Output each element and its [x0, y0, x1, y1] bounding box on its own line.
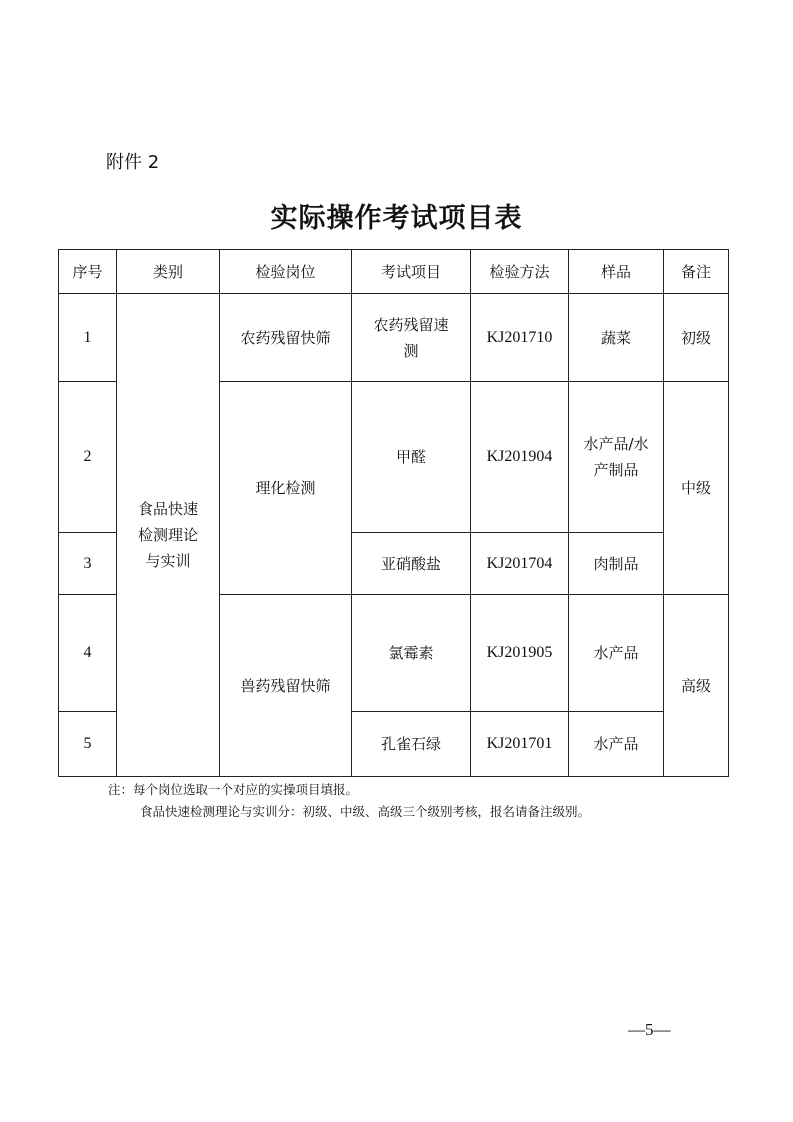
item-cell: 孔雀石绿: [352, 712, 471, 777]
exam-items-table: [58, 249, 729, 777]
method-cell: KJ201701: [471, 712, 569, 777]
attachment-label: 附件 2: [106, 152, 160, 173]
row-no: 1: [59, 294, 117, 382]
header-category: 类别: [117, 250, 220, 294]
method-cell: KJ201710: [471, 294, 569, 382]
sample-cell: 水产品/水产制品: [569, 382, 664, 533]
table-row: [59, 294, 729, 382]
header-remark: 备注: [664, 250, 729, 294]
note-line-2: 食品快速检测理论与实训分：初级、中级、高级三个级别考核，报名请备注级别。: [140, 804, 591, 819]
sample-cell: 蔬菜: [569, 294, 664, 382]
post-cell: 农药残留快筛: [220, 294, 352, 382]
document-title: 实际操作考试项目表: [270, 203, 523, 234]
page-number: —5—: [628, 1020, 671, 1039]
row-no: 2: [59, 382, 117, 533]
category-cell: 食品快速检测理论与实训: [117, 294, 220, 777]
note-line-1: 注：每个岗位选取一个对应的实操项目填报。: [108, 782, 359, 797]
row-no: 3: [59, 533, 117, 595]
post-cell: 兽药残留快筛: [220, 595, 352, 777]
post-cell: 理化检测: [220, 382, 352, 595]
grade-cell: 中级: [664, 382, 729, 595]
item-cell: 农药残留速测: [352, 294, 471, 382]
header-no: 序号: [59, 250, 117, 294]
header-item: 考试项目: [352, 250, 471, 294]
grade-cell: 高级: [664, 595, 729, 777]
grade-cell: 初级: [664, 294, 729, 382]
method-cell: KJ201905: [471, 595, 569, 712]
header-post: 检验岗位: [220, 250, 352, 294]
method-cell: KJ201904: [471, 382, 569, 533]
sample-cell: 肉制品: [569, 533, 664, 595]
header-sample: 样品: [569, 250, 664, 294]
sample-cell: 水产品: [569, 712, 664, 777]
row-no: 5: [59, 712, 117, 777]
row-no: 4: [59, 595, 117, 712]
item-cell: 亚硝酸盐: [352, 533, 471, 595]
method-cell: KJ201704: [471, 533, 569, 595]
item-cell: 甲醛: [352, 382, 471, 533]
table-notes: [108, 779, 590, 823]
sample-cell: 水产品: [569, 595, 664, 712]
item-cell: 氯霉素: [352, 595, 471, 712]
header-method: 检验方法: [471, 250, 569, 294]
table-header-row: [59, 250, 729, 294]
